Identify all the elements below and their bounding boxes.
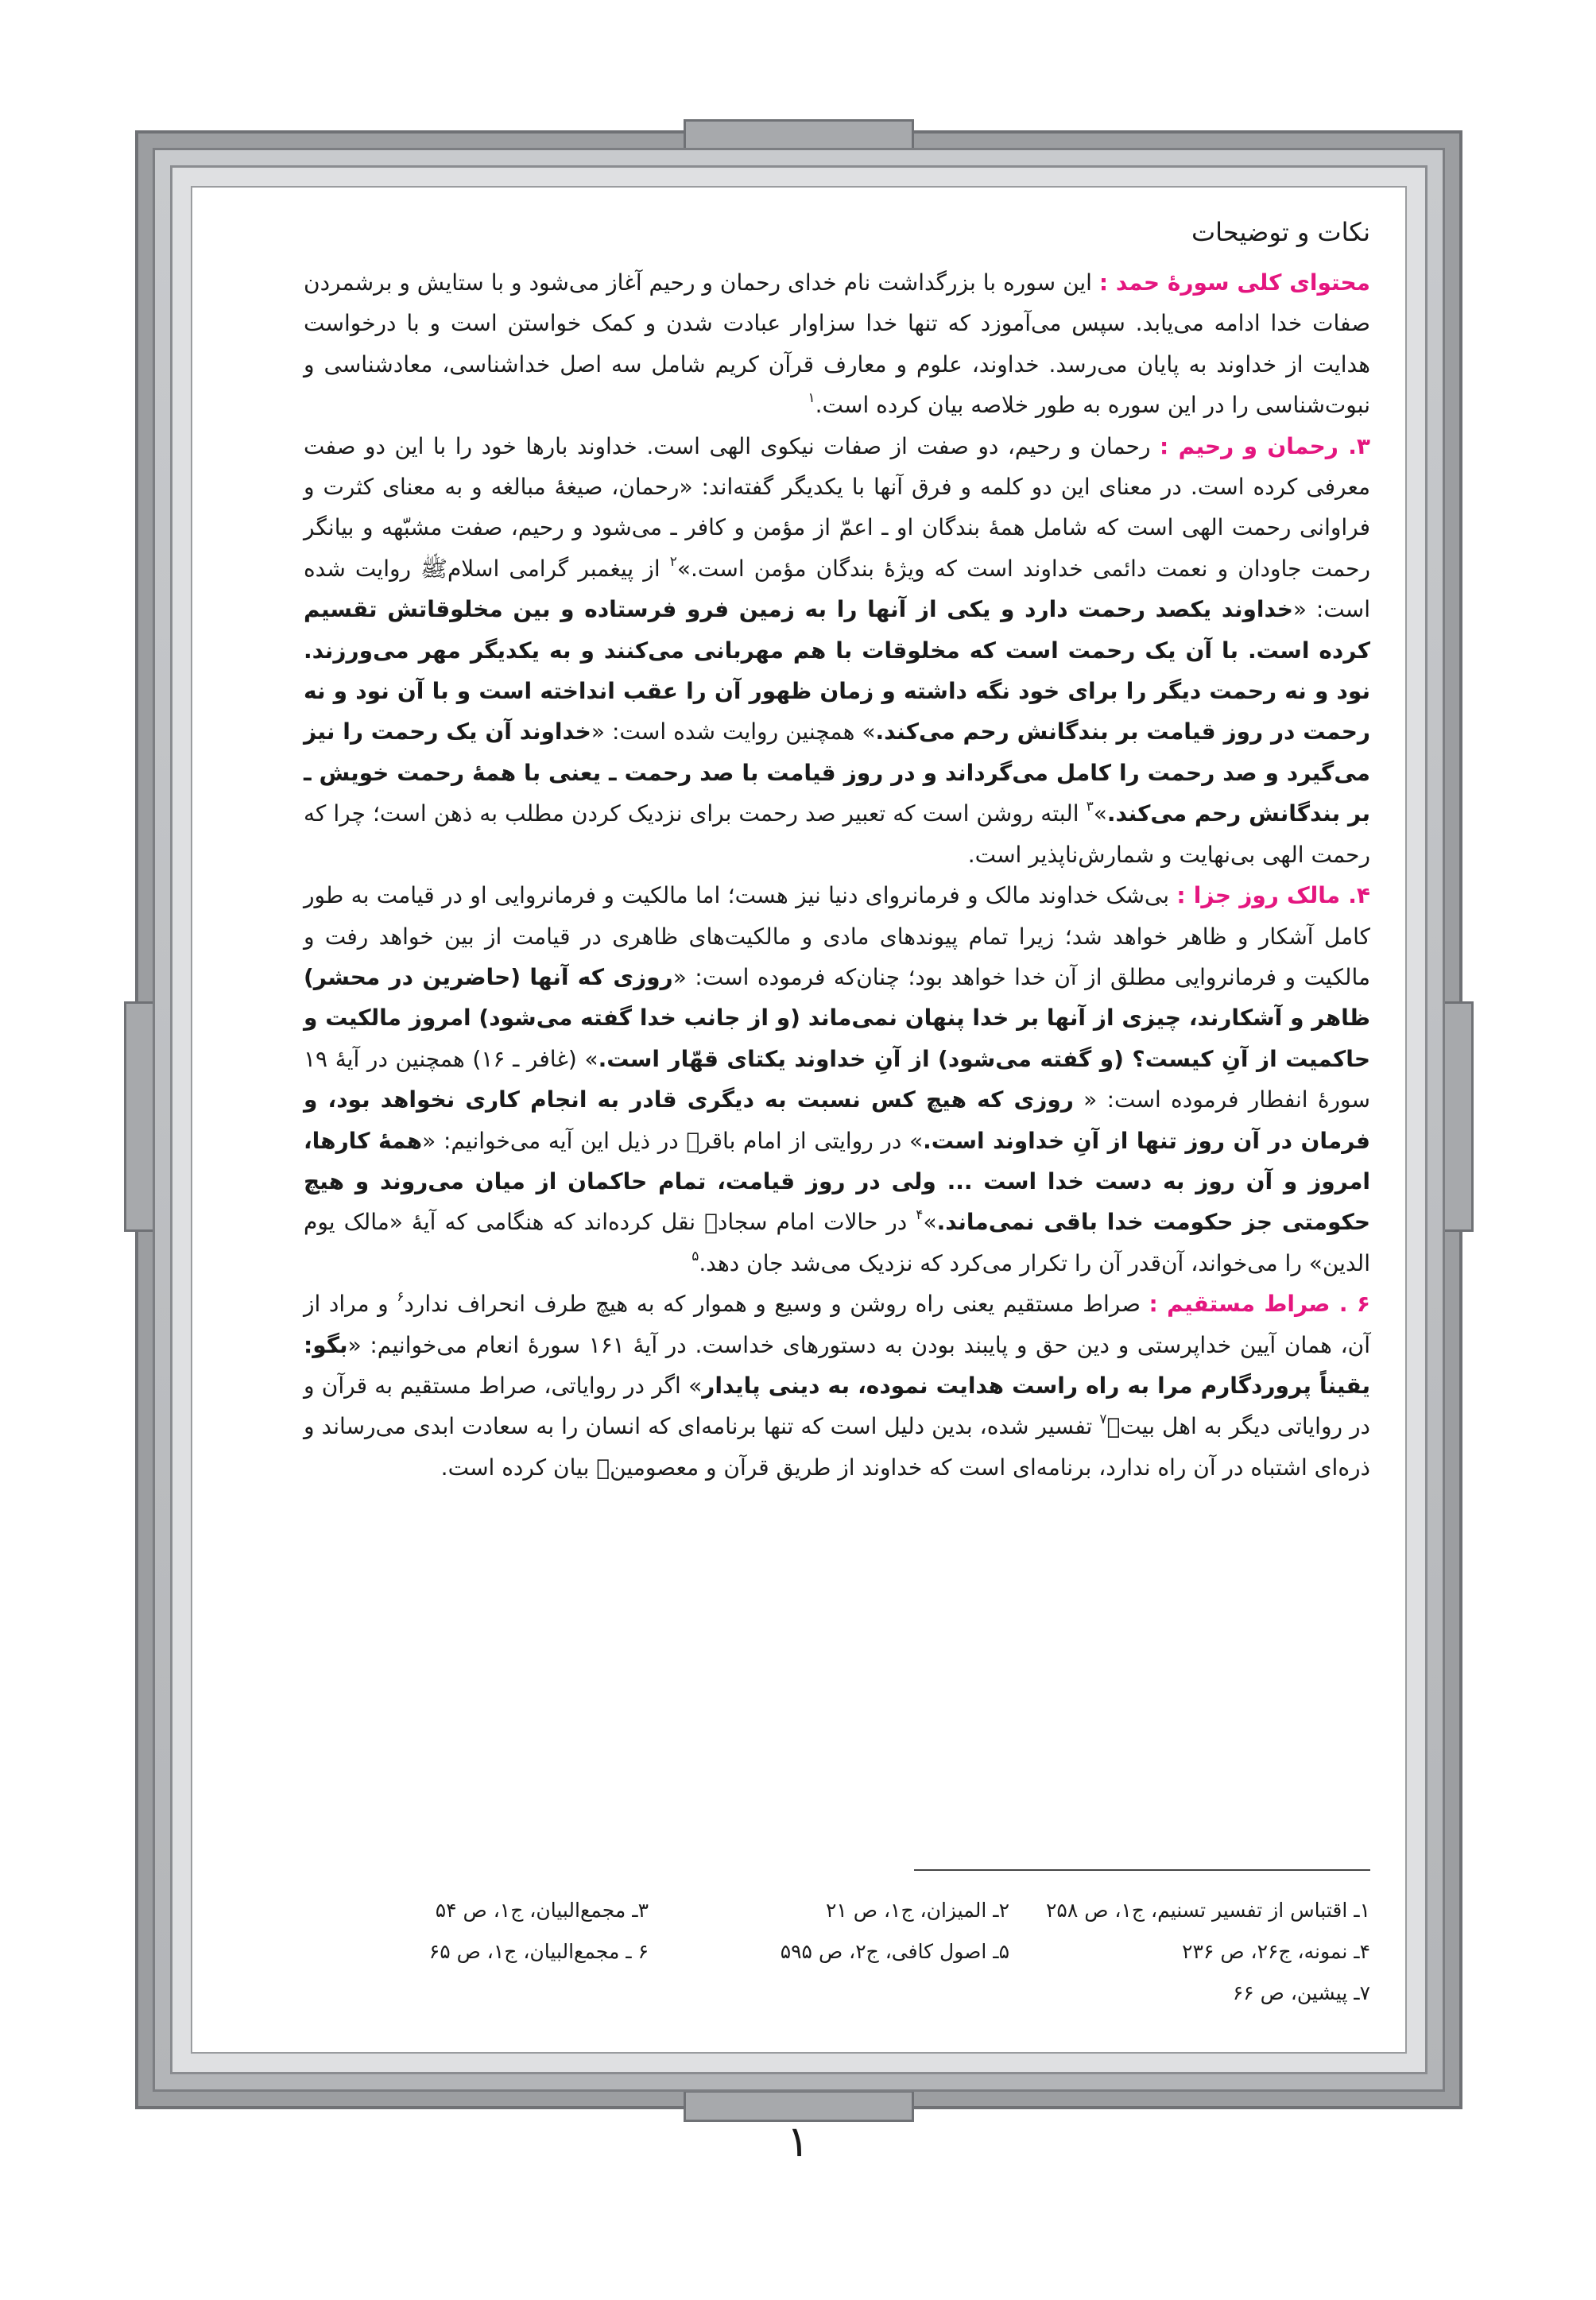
hadith-quote: خداوند یکصد رحمت دارد و یکی از آنها را به زمین فرو فرستاده و بین مخلوقاتش تقسیم کرده است. با آن یک رحمت است که مخلوقات با هم مهربانی می‌کنند و به یکدیگر مهر می‌ورزند. نود و نه رحمت دیگر را برای خود نگه داشته و زمان ظهور آن را عقب انداخته است و با آن نود و نه رحمت در روز قیامت بر بندگانش رحم می‌کند. [304, 596, 1370, 745]
paragraph-heading: ۴. مالک روز جزا : [1176, 882, 1370, 909]
paragraph-text: » [923, 1209, 937, 1236]
paragraph-text: از پیغمبر گرامی اسلامﷺ روایت شده است: « [304, 555, 1371, 623]
footnote-divider [914, 1869, 1370, 1871]
footnote-item: ۶ ـ مجمع‌البیان، ج۱، ص ۶۵ [428, 1940, 649, 1963]
footnote-ref[interactable]: ۱ [808, 390, 815, 407]
frame-ornament-left [124, 1001, 156, 1232]
paragraph-text: در حالات امام سجادؑ نقل کرده‌اند که هنگامی که آیۀ «مالک یوم الدین» را می‌خواند، آن‌قدر آن را تکرار می‌کرد که نزدیک می‌شد جان دهد. [304, 1209, 1370, 1276]
footnote-item: ۵ـ اصول کافی، ج۲، ص ۵۹۵ [780, 1940, 1009, 1963]
paragraph-text: » (غافر ـ ۱۶) همچنین در آیۀ ۱۹ سورۀ انفطار فرموده است: « [304, 1045, 1370, 1113]
footnote-ref[interactable]: ۷ [1099, 1411, 1107, 1428]
paragraph-heading: ۳. رحمان و رحیم : [1160, 432, 1370, 459]
page-title: نکات و توضیحات [1191, 217, 1370, 247]
paragraph-text: رحمان و رحیم، دو صفت از صفات نیکوی الهی است. خداوند بارها خود را با این دو صفت معرفی کرده است. در معنای این دو کلمه و فرق آنها با یکدیگر گفته‌اند: «رحمان، صیغۀ مبالغه و به معنای کثرت و فراوانی رحمت الهی است که شامل همۀ بندگان او ـ اعمّ از مؤمن و کافر ـ می‌شود و رحیم، صفت مشبّهه و بیانگر رحمت جاودان و نعمت دائمی خداوند است که ویژۀ بندگان مؤمن است.» [304, 432, 1370, 582]
paragraph-text: » همچنین روایت شده است: « [591, 718, 876, 745]
paragraph-surah-content [304, 262, 1370, 426]
footnote-row [286, 1890, 1370, 1931]
paragraph-malik-yawm [304, 875, 1370, 1284]
paragraph-text: این سوره با بزرگداشت نام خدای رحمان و رحیم آغاز می‌شود و با ستایش و برشمردن صفات خدا ادامه می‌یابد. سپس می‌آموزد که تنها خدا سزاوار عبادت شدن و کمک خواستن است و با درخواست هدایت از خداوند به پایان می‌رسد. خداوند، علوم و معارف قرآن کریم شامل سه اصل خداشناسی، معادشناسی و نبوت‌شناسی را در این سوره به طور خلاصه بیان کرده است. [304, 269, 1370, 419]
footnote-ref[interactable]: ۵ [691, 1248, 699, 1264]
paragraph-text: تفسیر شده، بدین دلیل است که تنها برنامه‌ای که انسان را به سعادت ابدی می‌رساند و ذره‌ای اشتباه در آن راه ندارد، برنامه‌ای است که خداوند از طریق قرآن و معصومینؑ بیان کرده است. [304, 1413, 1370, 1481]
footnote-row [286, 1931, 1370, 1973]
footnote-item: ۴ـ نمونه، ج۲۶، ص ۲۳۶ [1182, 1940, 1370, 1963]
hadith-quote: همۀ کارها، امروز و آن روز به دست خدا است ... ولی در روز قیامت، تمام حاکمان از میان می‌روند و هیچ حکومتی جز حکومت خدا باقی نمی‌ماند. [304, 1127, 1371, 1236]
footnote-ref[interactable]: ۲ [669, 553, 677, 570]
hadith-quote: خداوند آن یک رحمت را نیز می‌گیرد و صد رحمت را کامل می‌گرداند و در روز قیامت با صد رحمت ـ یعنی با همۀ رحمت خویش ـ بر بندگانش رحم می‌کند. [304, 718, 1370, 827]
footnote-item: ۱ـ اقتباس از تفسیر تسنیم، ج۱، ص ۲۵۸ [1046, 1899, 1370, 1922]
paragraph-text: و مراد از آن، همان آیین خداپرستی و دین حق و پایبند بودن به دستورهای خداست. در آیۀ ۱۶۱ سورۀ انعام می‌خوانیم: « [304, 1291, 1371, 1358]
paragraph-text: » در روایتی از امام باقرؑ در ذیل این آیه می‌خوانیم: « [422, 1127, 924, 1154]
paragraph-heading: ۶ . صراط مستقیم : [1149, 1291, 1371, 1318]
footnote-item: ۷ـ پیشین، ص ۶۶ [1232, 1981, 1370, 2004]
footnote-item [288, 1973, 649, 2014]
footnote-ref[interactable]: ۴ [916, 1207, 924, 1224]
paragraph-text: » اگر در روایاتی، صراط مستقیم به قرآن و در روایاتی دیگر به اهل بیتؑ [304, 1372, 1370, 1440]
footnote-ref[interactable]: ۳ [1086, 799, 1094, 815]
footnote-item: ۲ـ المیزان، ج۱، ص ۲۱ [825, 1899, 1009, 1922]
frame-ornament-top [684, 119, 914, 151]
paragraph-sirat-mustaqim [304, 1284, 1370, 1488]
verse-quote: روزی که هیچ کس نسبت به دیگری قادر به انجام کاری نخواهد بود، و فرمان در آن روز تنها از آنِ خداوند است. [304, 1086, 1371, 1154]
footnote-item [649, 1973, 1009, 2014]
footnote-item: ۳ـ مجمع‌البیان، ج۱، ص ۵۴ [435, 1899, 649, 1922]
paragraph-text: صراط مستقیم یعنی راه روشن و وسیع و هموار که به هیچ طرف انحراف ندارد [404, 1291, 1149, 1318]
footnote-row [286, 1973, 1370, 2014]
paragraph-text: بی‌شک خداوند مالک و فرمانروای دنیا نیز هست؛ اما مالکیت و فرمانروایی او در قیامت به طور کامل آشکار و ظاهر خواهد شد؛ زیرا تمام پیوندهای مادی و مالکیت‌های ظاهری در قیامت از بین خواهد رفت و مالکیت و فرمانروایی مطلق از آن خدا خواهد بود؛ چنان‌که فرموده است: « [304, 882, 1370, 990]
frame-ornament-right [1442, 1001, 1474, 1232]
paragraph-rahman-rahim [304, 426, 1370, 875]
paragraph-text: » [1093, 800, 1107, 827]
page-number: ۱ [786, 2116, 810, 2166]
paragraph-text: البته روشن است که تعبیر صد رحمت برای نزدیک کردن مطلب به ذهن است؛ چرا که رحمت الهی بی‌نهایت و شمارش‌ناپذیر است. [304, 800, 1370, 868]
footnotes [286, 1890, 1370, 2014]
footnote-ref[interactable]: ۶ [397, 1289, 405, 1306]
verse-quote: روزی که آنها (حاضرین در محشر) ظاهر و آشکارند، چیزی از آنها بر خدا پنهان نمی‌ماند (و از جانب خدا گفته می‌شود) امروز مالکیت و حاکمیت از آنِ کیست؟ (و گفته می‌شود) از آنِ خداوند یکتای قهّار است. [304, 963, 1370, 1072]
verse-quote: بگو: یقیناً پروردگارم مرا به راه راست هدایت نموده، به دینی پایدار [304, 1331, 1371, 1399]
main-content [304, 208, 1370, 1488]
paragraph-heading: محتوای کلی سورۀ حمد : [1098, 269, 1370, 296]
